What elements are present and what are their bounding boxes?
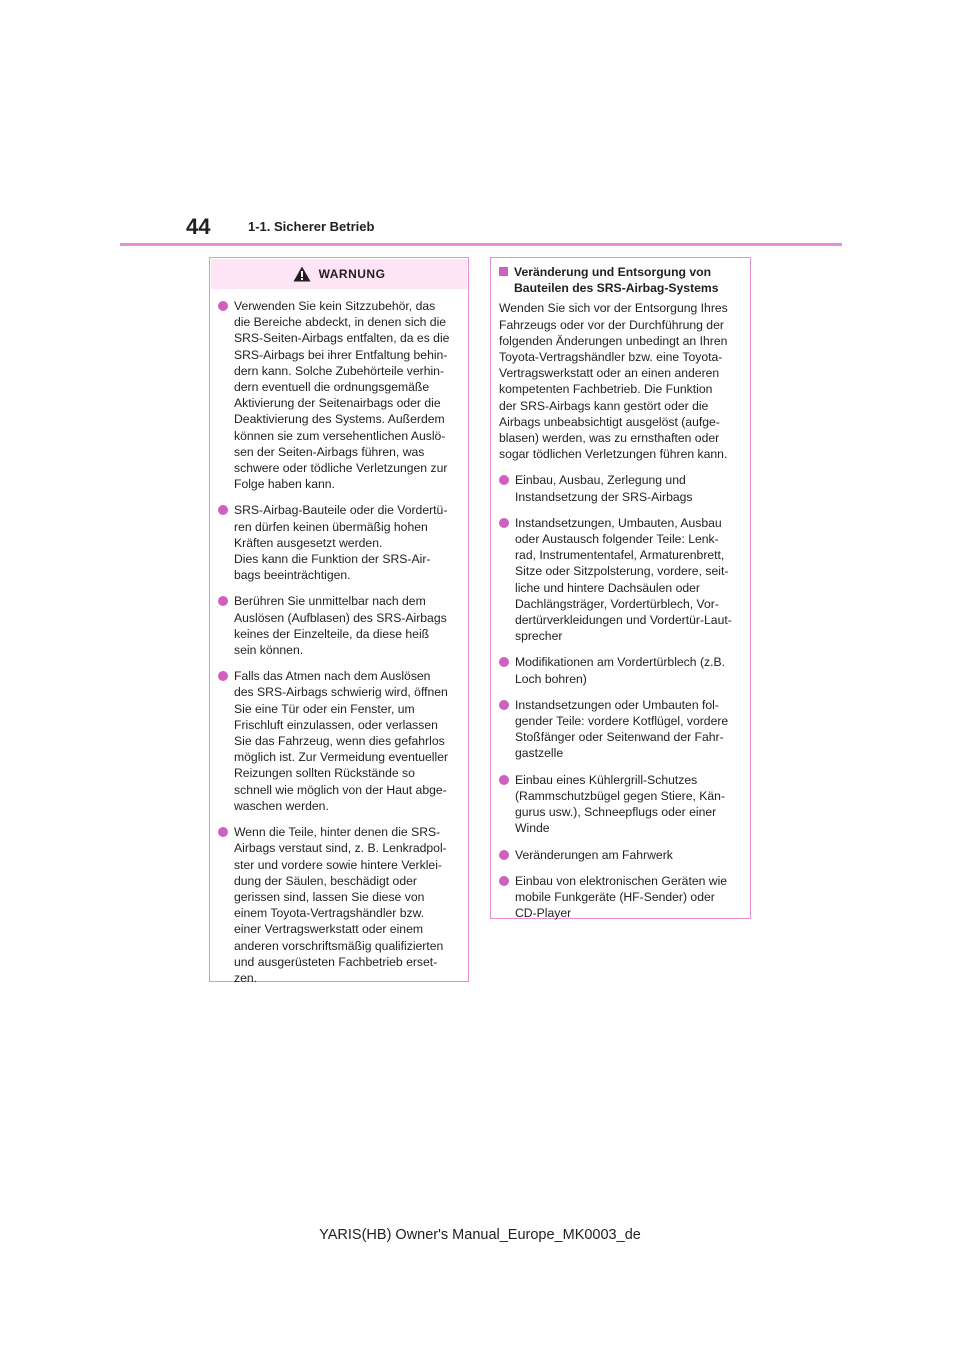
bullet-dot-icon <box>499 775 509 785</box>
bullet-dot-icon <box>218 671 228 681</box>
modification-item <box>499 772 742 837</box>
bullet-dot-icon <box>499 700 509 710</box>
warning-box <box>209 257 469 985</box>
modification-item <box>499 654 742 686</box>
square-bullet-icon <box>499 267 508 276</box>
warning-item-text: Falls das Atmen nach dem Auslösen des SRS-Airbags schwierig wird, öffnen Sie eine Tür oder ein Fenster, um Frischluft einzulassen, oder verlassen Sie das Fahrzeug, wenn dies gefahrlos möglich ist. Zur Vermeidung eventueller Reizungen sollten Rückstände so schnell wie möglich von der Haut abge- waschen werden. <box>234 669 449 813</box>
modification-item <box>499 847 742 863</box>
modification-item-text: Instandsetzungen oder Umbauten fol- gender Teile: vordere Kotflügel, vordere Stoßfänger oder Seitenwand der Fahr- gastzelle <box>515 697 729 761</box>
warning-item-text: Verwenden Sie kein Sitzzubehör, das die Bereiche abdeckt, in denen sich die SRS-Seiten-Airbags entfalten, da es die SRS-Airbags bei ihrer Entfaltung behin- dern kann. Solche Zubehörteile verhin- dern eventuell die ordnungsgemäße Aktivierung der Seitenairbags oder die Deaktivierung des Systems. Außerdem können sie zum versehentlichen Auslö- sen der Seiten-Airbags führen, was schwere oder tödliche Verletzungen zur Folge haben kann. <box>234 299 450 492</box>
section-title: 1-1. Sicherer Betrieb <box>248 219 375 234</box>
bullet-dot-icon <box>499 657 509 667</box>
warning-item <box>218 824 460 986</box>
warning-item <box>218 668 460 814</box>
modification-item-text: Einbau eines Kühlergrill-Schutzes (Rammschutzbügel gegen Stiere, Kän- gurus usw.), Schneepflugs oder einer Winde <box>515 772 726 836</box>
bullet-dot-icon <box>499 518 509 528</box>
warning-triangle-icon <box>293 266 311 282</box>
modification-item-text: Instandsetzungen, Umbauten, Ausbau oder Austausch folgender Teile: Lenk- rad, Instrumententafel, Armaturenbrett, Sitze oder Sitzpolsterung, vordere, seit- liche und hintere Dachsäulen oder Dachlängsträger, Vordertürblech, Vor- dertürverkleidungen und Vordertür-Laut- sprecher <box>515 515 732 644</box>
warning-item <box>218 298 460 492</box>
modification-item <box>499 873 742 922</box>
warning-item-text: SRS-Airbag-Bauteile oder die Vordertü- ren dürfen keinen übermäßig hohen Kräften ausgesetzt werden. Dies kann die Funktion der SRS-Air- bags beeinträchtigen. <box>234 503 448 583</box>
warning-item-text: Berühren Sie unmittelbar nach dem Auslösen (Aufblasen) des SRS-Airbags keines der Einzelteile, da diese heiß sein können. <box>234 594 447 658</box>
modification-item <box>499 515 742 645</box>
bullet-dot-icon <box>218 827 228 837</box>
warning-item <box>218 502 460 583</box>
modification-item-text: Veränderungen am Fahrwerk <box>515 847 673 862</box>
bullet-dot-icon <box>499 876 509 886</box>
warning-title: WARNUNG <box>318 267 386 281</box>
modification-item <box>499 697 742 762</box>
modification-title: Veränderung und Entsorgung von Bauteilen des SRS-Airbag-Systems <box>514 265 719 296</box>
warning-header <box>211 259 467 289</box>
bullet-dot-icon <box>218 301 228 311</box>
modification-box <box>490 257 751 919</box>
bullet-dot-icon <box>499 850 509 860</box>
header-rule <box>120 243 842 246</box>
warning-item-text: Wenn die Teile, hinter denen die SRS- Airbags verstaut sind, z. B. Lenkradpol- ster und vordere sowie hintere Verklei- dung der Säulen, beschädigt oder gerissen sind, lassen Sie diese von einem Toyota-Vertragshändler bzw. einer Vertragswerkstatt oder einem anderen vorschriftsmäßig qualifizierten und ausgerüsteten Fachbetrieb erset- zen. <box>234 825 447 985</box>
warning-item <box>218 593 460 658</box>
modification-item-text: Einbau von elektronischen Geräten wie mobile Funkgeräte (HF-Sender) oder CD-Player <box>515 873 728 921</box>
page-number: 44 <box>186 214 211 239</box>
modification-heading <box>499 264 742 296</box>
modification-item <box>499 472 742 504</box>
modification-content <box>491 258 750 921</box>
bullet-dot-icon <box>218 596 228 606</box>
bullet-dot-icon <box>218 505 228 515</box>
footer-manual-id: YARIS(HB) Owner's Manual_Europe_MK0003_de <box>319 1227 641 1243</box>
bullet-dot-icon <box>499 475 509 485</box>
modification-item-text: Einbau, Ausbau, Zerlegung und Instandsetzung der SRS-Airbags <box>515 473 693 504</box>
warning-list <box>210 290 468 986</box>
modification-item-text: Modifikationen am Vordertürblech (z.B. Loch bohren) <box>515 655 725 686</box>
modification-intro: Wenden Sie sich vor der Entsorgung Ihres Fahrzeugs oder vor der Durchführung der folgenden Änderungen unbedingt an Ihren Toyota-Vertragshändler bzw. eine Toyota- Vertragswerkstatt oder an einen anderen kompetenten Fachbetrieb. Die Funktion der SRS-Airbags kann gestört oder die Airbags unbeabsichtigt ausgelöst (aufge- blasen) werden, was zu ernsthaften oder sogar tödlichen Verletzungen führen kann. <box>499 301 728 462</box>
